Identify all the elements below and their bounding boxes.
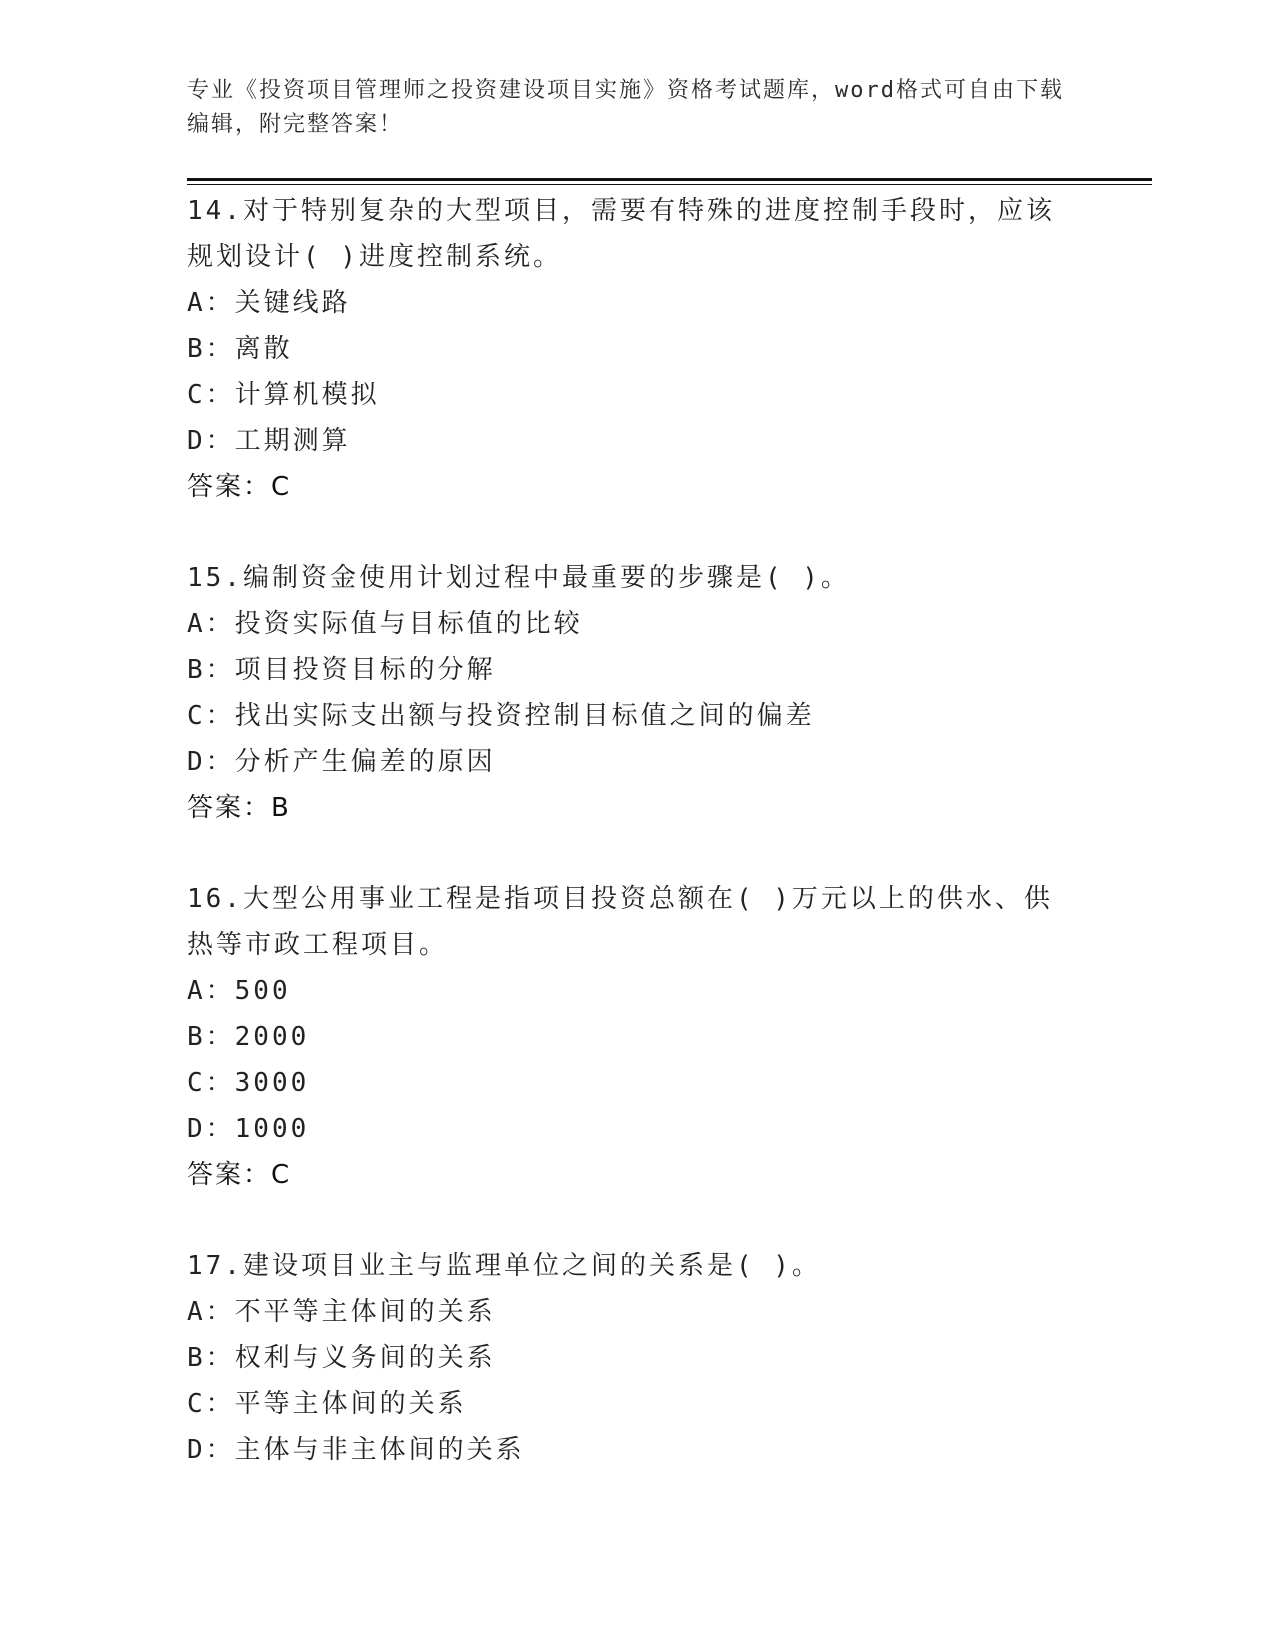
header-divider-thick — [187, 178, 1152, 181]
option-d: D：工期测算 — [187, 426, 351, 456]
option-c: C：平等主体间的关系 — [187, 1389, 467, 1419]
question-list — [187, 188, 1087, 1518]
question-15 — [187, 555, 1087, 831]
option-c: C：3000 — [187, 1068, 310, 1098]
option-c: C：计算机模拟 — [187, 380, 380, 410]
option-b: B：项目投资目标的分解 — [187, 655, 496, 685]
question-17 — [187, 1243, 1087, 1473]
question-stem: 17.建设项目业主与监理单位之间的关系是( )。 — [187, 1251, 821, 1281]
option-a: A：不平等主体间的关系 — [187, 1297, 496, 1327]
question-14 — [187, 188, 1087, 510]
document-header: 专业《投资项目管理师之投资建设项目实施》资格考试题库，word格式可自由下载编辑，附完整答案！ — [187, 78, 1064, 137]
option-b: B：离散 — [187, 334, 293, 364]
question-stem: 16.大型公用事业工程是指项目投资总额在( )万元以上的供水、供热等市政工程项目。 — [187, 884, 1053, 960]
question-stem: 15.编制资金使用计划过程中最重要的步骤是( )。 — [187, 563, 850, 593]
answer: 答案：C — [187, 472, 292, 502]
option-b: B：权利与义务间的关系 — [187, 1343, 496, 1373]
option-a: A：关键线路 — [187, 288, 351, 318]
answer: 答案：C — [187, 1160, 292, 1190]
option-a: A：投资实际值与目标值的比较 — [187, 609, 583, 639]
option-b: B：2000 — [187, 1022, 310, 1052]
question-16 — [187, 876, 1087, 1198]
question-stem: 14.对于特别复杂的大型项目，需要有特殊的进度控制手段时，应该规划设计( )进度控制系统。 — [187, 196, 1055, 272]
option-d: D：主体与非主体间的关系 — [187, 1435, 525, 1465]
option-a: A：500 — [187, 976, 291, 1006]
option-d: D：分析产生偏差的原因 — [187, 747, 496, 777]
option-d: D：1000 — [187, 1114, 310, 1144]
answer: 答案：B — [187, 793, 291, 823]
header-divider-thin — [187, 184, 1152, 185]
option-c: C：找出实际支出额与投资控制目标值之间的偏差 — [187, 701, 815, 731]
